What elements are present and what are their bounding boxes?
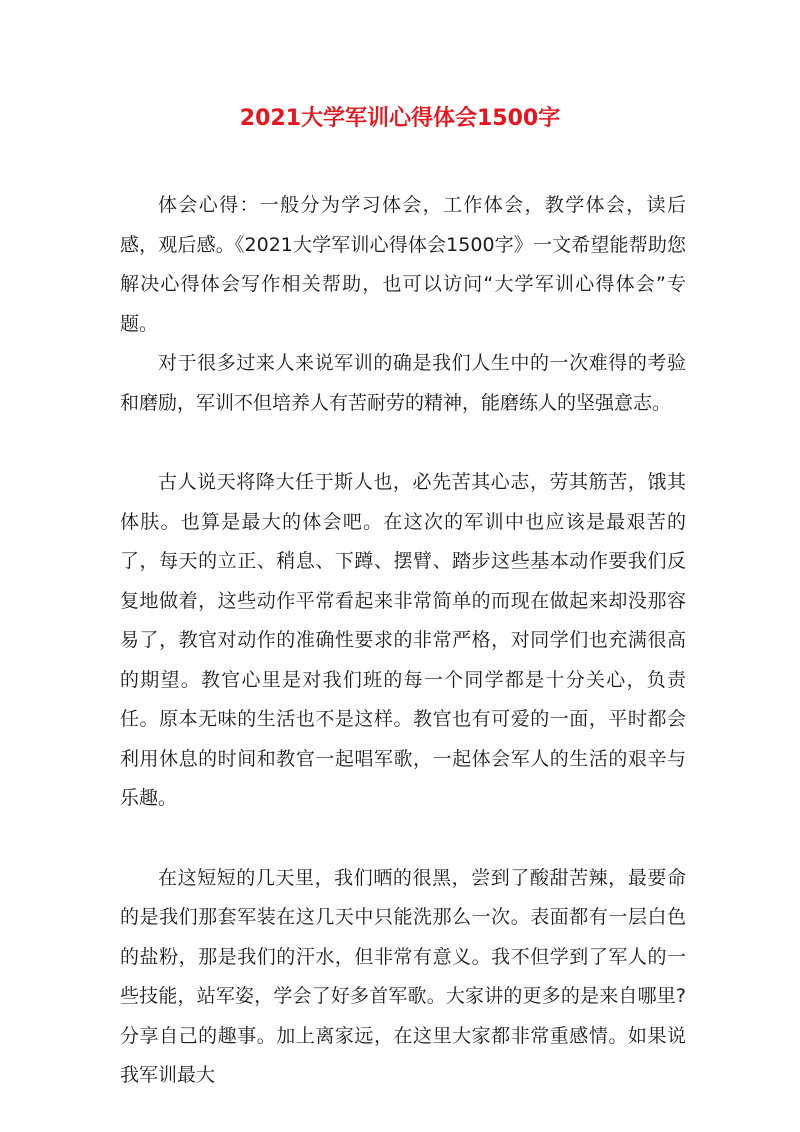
- document-title: 2021大学军训心得体会1500字: [239, 106, 561, 131]
- paragraph-intro: 体会心得：一般分为学习体会，工作体会，教学体会，读后感，观后感。《2021大学军训心得体会1500字》一文希望能帮助您解决心得体会写作相关帮助，也可以访问“大学军训心得体会”专题。: [120, 194, 686, 335]
- paragraph-gap: [120, 819, 686, 859]
- paragraph-3: 在这短短的几天里，我们晒的很黑，尝到了酸甜苦辣，最要命的是我们那套军装在这几天中只能洗那么一次。表面都有一层白色的盐粉，那是我们的汗水，但非常有意义。我不但学到了军人的一些技能，站军姿，学会了好多首军歌。大家讲的更多的是来自哪里?分享自己的趣事。加上离家远，在这里大家都非常重感情。如果说我军训最大: [120, 866, 686, 1086]
- paragraph-1: 对于很多过来人来说军训的确是我们人生中的一次难得的考验和磨励，军训不但培养人有苦耐劳的精神，能磨练人的坚强意志。: [120, 352, 686, 414]
- paragraph-2: 古人说天将降大任于斯人也，必先苦其心志，劳其筋苦，饿其体肤。也算是最大的体会吧。在这次的军训中也应该是最艰苦的了，每天的立正、稍息、下蹲、摆臂、踏步这些基本动作要我们反复地做着，这些动作平常看起来非常简单的而现在做起来却没那容易了，教官对动作的准确性要求的非常严格，对同学们也充满很高的期望。教官心里是对我们班的每一个同学都是十分关心，负责任。原本无味的生活也不是这样。教官也有可爱的一面，平时都会利用休息的时间和教官一起唱军歌，一起体会军人的生活的艰辛与乐趣。: [120, 471, 686, 809]
- document-body: [120, 186, 686, 1096]
- paragraph-gap: [120, 423, 686, 463]
